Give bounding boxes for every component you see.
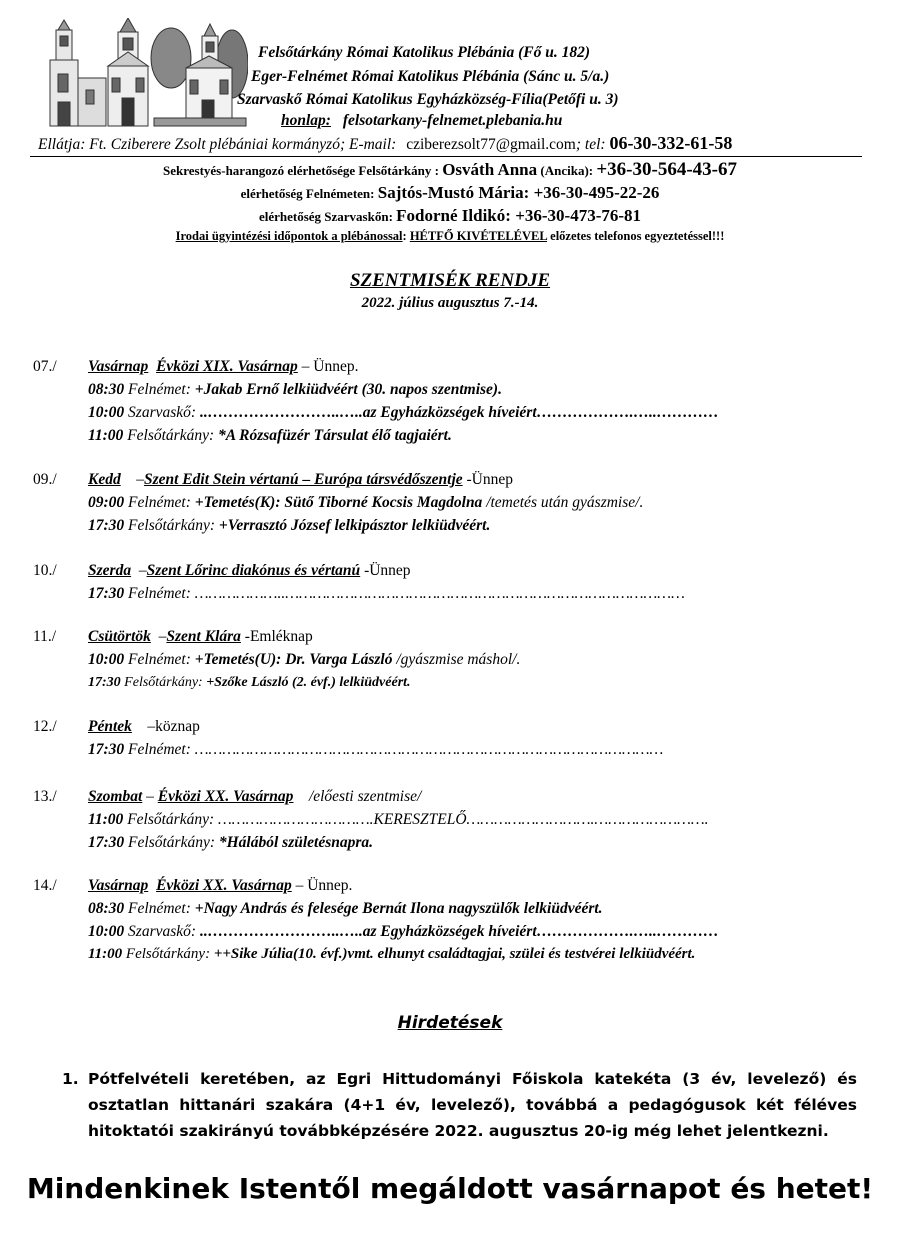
day-header-10 <box>33 562 411 580</box>
mass-time: 17:30 <box>88 834 125 851</box>
szarvasko-name: Fodorné Ildikó: <box>396 206 511 225</box>
mass-entry <box>88 381 502 399</box>
mass-place: Felsőtárkány: <box>124 517 219 534</box>
priest-phone: 06-30-332-61-58 <box>609 133 733 153</box>
schedule-title: SZENTMISÉK RENDJE <box>349 270 551 291</box>
sacristan-label: Sekrestyés-harangozó elérhetősége Felsőtárkány : <box>162 163 443 178</box>
feast-rank: -Ünnep <box>462 471 514 488</box>
mass-place: Felsőtárkány: <box>123 427 219 444</box>
mass-place: Felnémet: <box>124 651 195 668</box>
office-note-part1: Irodai ügyintézési időpontok a plébánossal <box>175 229 403 243</box>
day-number: 11./ <box>33 628 57 645</box>
day-number: 14./ <box>33 877 57 894</box>
mass-entry <box>88 834 373 852</box>
feast-name: Szent Edit Stein vértanú – Európa társvédőszentje <box>143 471 463 488</box>
felnemet-label: elérhetőség Felnémeten: <box>240 186 378 201</box>
mass-intention: +Szőke László (2. évf.) lelkiüdvéért. <box>206 675 411 690</box>
parish-line-3: Szarvaskő Római Katolikus Egyházközség-Fília(Petőfi u. 3) <box>237 91 619 108</box>
day-header-11 <box>33 628 313 646</box>
day-name: Péntek <box>88 718 132 735</box>
mass-intention: +Temetés(U): Dr. Varga László <box>194 651 393 668</box>
feast-rank: – Ünnep. <box>297 358 359 375</box>
mass-note: /gyászmise máshol/. <box>392 651 521 668</box>
priest-label: Ellátja: Ft. Cziberere Zsolt plébániai kormányzó; E-mail: <box>38 136 397 153</box>
mass-time: 17:30 <box>88 675 121 690</box>
mass-place: Felnémet: <box>124 585 195 602</box>
mass-time: 10:00 <box>88 404 125 421</box>
day-name: Kedd <box>88 471 121 488</box>
mass-time: 17:30 <box>88 585 125 602</box>
feast-rank: /előesti szentmise/ <box>293 788 422 805</box>
day-number: 10./ <box>33 562 57 579</box>
mass-intention: +Nagy András és felesége Bernát Ilona nagyszülők lelkiüdvéért. <box>194 900 603 917</box>
felnemet-contact <box>0 183 900 203</box>
contact-line <box>38 133 732 154</box>
mass-time: 11:00 <box>88 811 124 828</box>
mass-intention: *Hálából születésnapra. <box>218 834 374 851</box>
mass-entry <box>88 404 719 422</box>
mass-place: Felsőtárkány: <box>120 675 207 690</box>
announcement-text: Pótfelvételi keretében, az Egri Hittudományi Főiskola katekéta (3 év, levelező) és osztatlan hittanári szakára (4+1 év, levelező), továbbá a pedagógusok két féléves hitoktatói szakirányú továbbképzésére 2022. augusztus 20-ig még lehet jelentkezni. <box>88 1070 857 1140</box>
mass-place: Felnémet: <box>124 381 195 398</box>
mass-time: 08:30 <box>88 381 125 398</box>
mass-entry <box>88 675 411 691</box>
day-name: Vasárnap <box>88 877 149 894</box>
day-separator <box>148 358 156 375</box>
mass-intention: *A Rózsafüzér Társulat élő tagjaiért. <box>218 427 452 444</box>
sacristan-name: Osváth Anna <box>442 160 538 179</box>
mass-time: 10:00 <box>88 923 125 940</box>
feast-name: Évközi XX. Vasárnap <box>157 788 294 805</box>
church-illustration-logo <box>36 18 248 130</box>
felnemet-name: Sajtós-Mustó Mária: <box>377 183 530 202</box>
homepage-line <box>281 112 562 130</box>
day-separator: – <box>150 628 167 645</box>
email-link[interactable]: cziberezsolt77@gmail.com <box>406 136 576 153</box>
tel-label: ; tel: <box>575 136 606 153</box>
mass-entry <box>88 585 685 603</box>
mass-time: 17:30 <box>88 517 125 534</box>
day-separator: – <box>142 788 158 805</box>
mass-entry <box>88 900 603 918</box>
sacristan-phone: +36-30-564-43-67 <box>596 159 737 180</box>
schedule-date-range: 2022. július augusztus 7.-14. <box>361 295 539 311</box>
sacristan-contact <box>0 159 900 181</box>
day-name: Szerda <box>88 562 132 579</box>
mass-intention: +Temetés(K): Sütő Tiborné Kocsis Magdolna <box>194 494 483 511</box>
mass-time: 11:00 <box>88 946 123 962</box>
mass-place: Szarvaskő: <box>124 923 200 940</box>
mass-place: Felsőtárkány: <box>123 811 219 828</box>
mass-place: Felnémet: <box>124 741 195 758</box>
parish-line-1: Felsőtárkány Római Katolikus Plébánia (Fő u. 182) <box>258 44 590 61</box>
mass-place: Felsőtárkány: <box>124 834 219 851</box>
day-separator <box>148 877 156 894</box>
mass-time: 08:30 <box>88 900 125 917</box>
mass-time: 11:00 <box>88 427 124 444</box>
day-header-07 <box>33 358 358 376</box>
day-header-14 <box>33 877 352 895</box>
mass-place: Szarvaskő: <box>124 404 200 421</box>
homepage-label: honlap: <box>281 112 331 129</box>
mass-time: 09:00 <box>88 494 125 511</box>
sacristan-nick: (Ancika): <box>537 163 597 178</box>
mass-blank-intention: ………………………………………………………………………………………… <box>194 741 664 758</box>
mass-place: Felnémet: <box>124 900 195 917</box>
mass-blank-intention: ………………..…………………………………………………………………………… <box>194 585 685 602</box>
mass-place: Felnémet: <box>124 494 195 511</box>
day-separator: – <box>131 562 147 579</box>
szarvasko-label: elérhetőség Szarvaskőn: <box>258 209 397 224</box>
mass-time: 17:30 <box>88 741 125 758</box>
mass-entry <box>88 494 643 512</box>
day-name: Csütörtök <box>88 628 151 645</box>
day-name: Vasárnap <box>88 358 149 375</box>
office-hours-note <box>0 229 900 244</box>
mass-intention: ++Sike Júlia(10. évf.)vmt. elhunyt családtagjai, szülei és testvérei lelkiüdvéért. <box>213 946 696 962</box>
szarvasko-contact <box>0 206 900 226</box>
szarvasko-phone: +36-30-473-76-81 <box>510 206 642 225</box>
homepage-link[interactable]: felsotarkany-felnemet.plebania.hu <box>342 112 563 129</box>
closing-greeting: Mindenkinek Istentől megáldott vasárnapot és hetet! <box>26 1172 874 1205</box>
mass-entry <box>88 923 719 941</box>
day-header-13 <box>33 788 421 806</box>
parish-line-2: Eger-Felnémet Római Katolikus Plébánia (Sánc u. 5/a.) <box>251 68 610 85</box>
mass-intention: ..……………………..…..az Egyházközségek híveiért……………….…..………… <box>199 404 719 421</box>
day-header-09 <box>33 471 513 489</box>
day-number: 07./ <box>33 358 57 375</box>
mass-entry <box>88 946 695 963</box>
feast-rank: köznap <box>155 718 200 735</box>
office-note-exception: HÉTFŐ KIVÉTELÉVEL <box>409 229 548 243</box>
day-number: 13./ <box>33 788 57 805</box>
mass-entry <box>88 811 709 829</box>
mass-time: 10:00 <box>88 651 125 668</box>
mass-entry <box>88 517 490 535</box>
day-header-12 <box>33 718 200 736</box>
day-number: 12./ <box>33 718 57 735</box>
mass-note: /temetés után gyászmise/. <box>482 494 644 511</box>
mass-intention: +Verrasztó József lelkipásztor lelkiüdvéért. <box>218 517 491 534</box>
office-note-colon: : <box>402 229 410 243</box>
announcement-item <box>62 1066 857 1144</box>
mass-intention: ..……………………..…..az Egyházközségek híveiért……………….…..………… <box>199 923 719 940</box>
feast-name: Szent Lőrinc diakónus és vértanú <box>146 562 361 579</box>
header-divider <box>30 156 862 157</box>
mass-baptism-note: …………………………….KERESZTELŐ……………………….……………………. <box>218 811 709 828</box>
mass-entry <box>88 651 520 669</box>
feast-rank: – Ünnep. <box>291 877 353 894</box>
day-number: 09./ <box>33 471 57 488</box>
day-separator: – <box>120 471 144 488</box>
mass-entry <box>88 741 663 759</box>
announcement-number: 1. <box>62 1070 79 1088</box>
mass-intention: +Jakab Ernő lelkiüdvéért (30. napos szentmise). <box>194 381 502 398</box>
day-name: Szombat <box>88 788 143 805</box>
feast-rank: -Emléknap <box>240 628 313 645</box>
feast-name: Szent Klára <box>166 628 241 645</box>
announcements-title: Hirdetések <box>397 1013 503 1033</box>
mass-place: Felsőtárkány: <box>122 946 214 962</box>
felnemet-phone: +36-30-495-22-26 <box>529 183 660 202</box>
feast-name: Évközi XX. Vasárnap <box>156 877 292 894</box>
mass-entry <box>88 427 452 445</box>
feast-rank: -Ünnep <box>360 562 411 579</box>
feast-name: Évközi XIX. Vasárnap <box>156 358 298 375</box>
office-note-part4: előzetes telefonos egyeztetéssel!!! <box>547 229 725 243</box>
day-separator: – <box>131 718 156 735</box>
